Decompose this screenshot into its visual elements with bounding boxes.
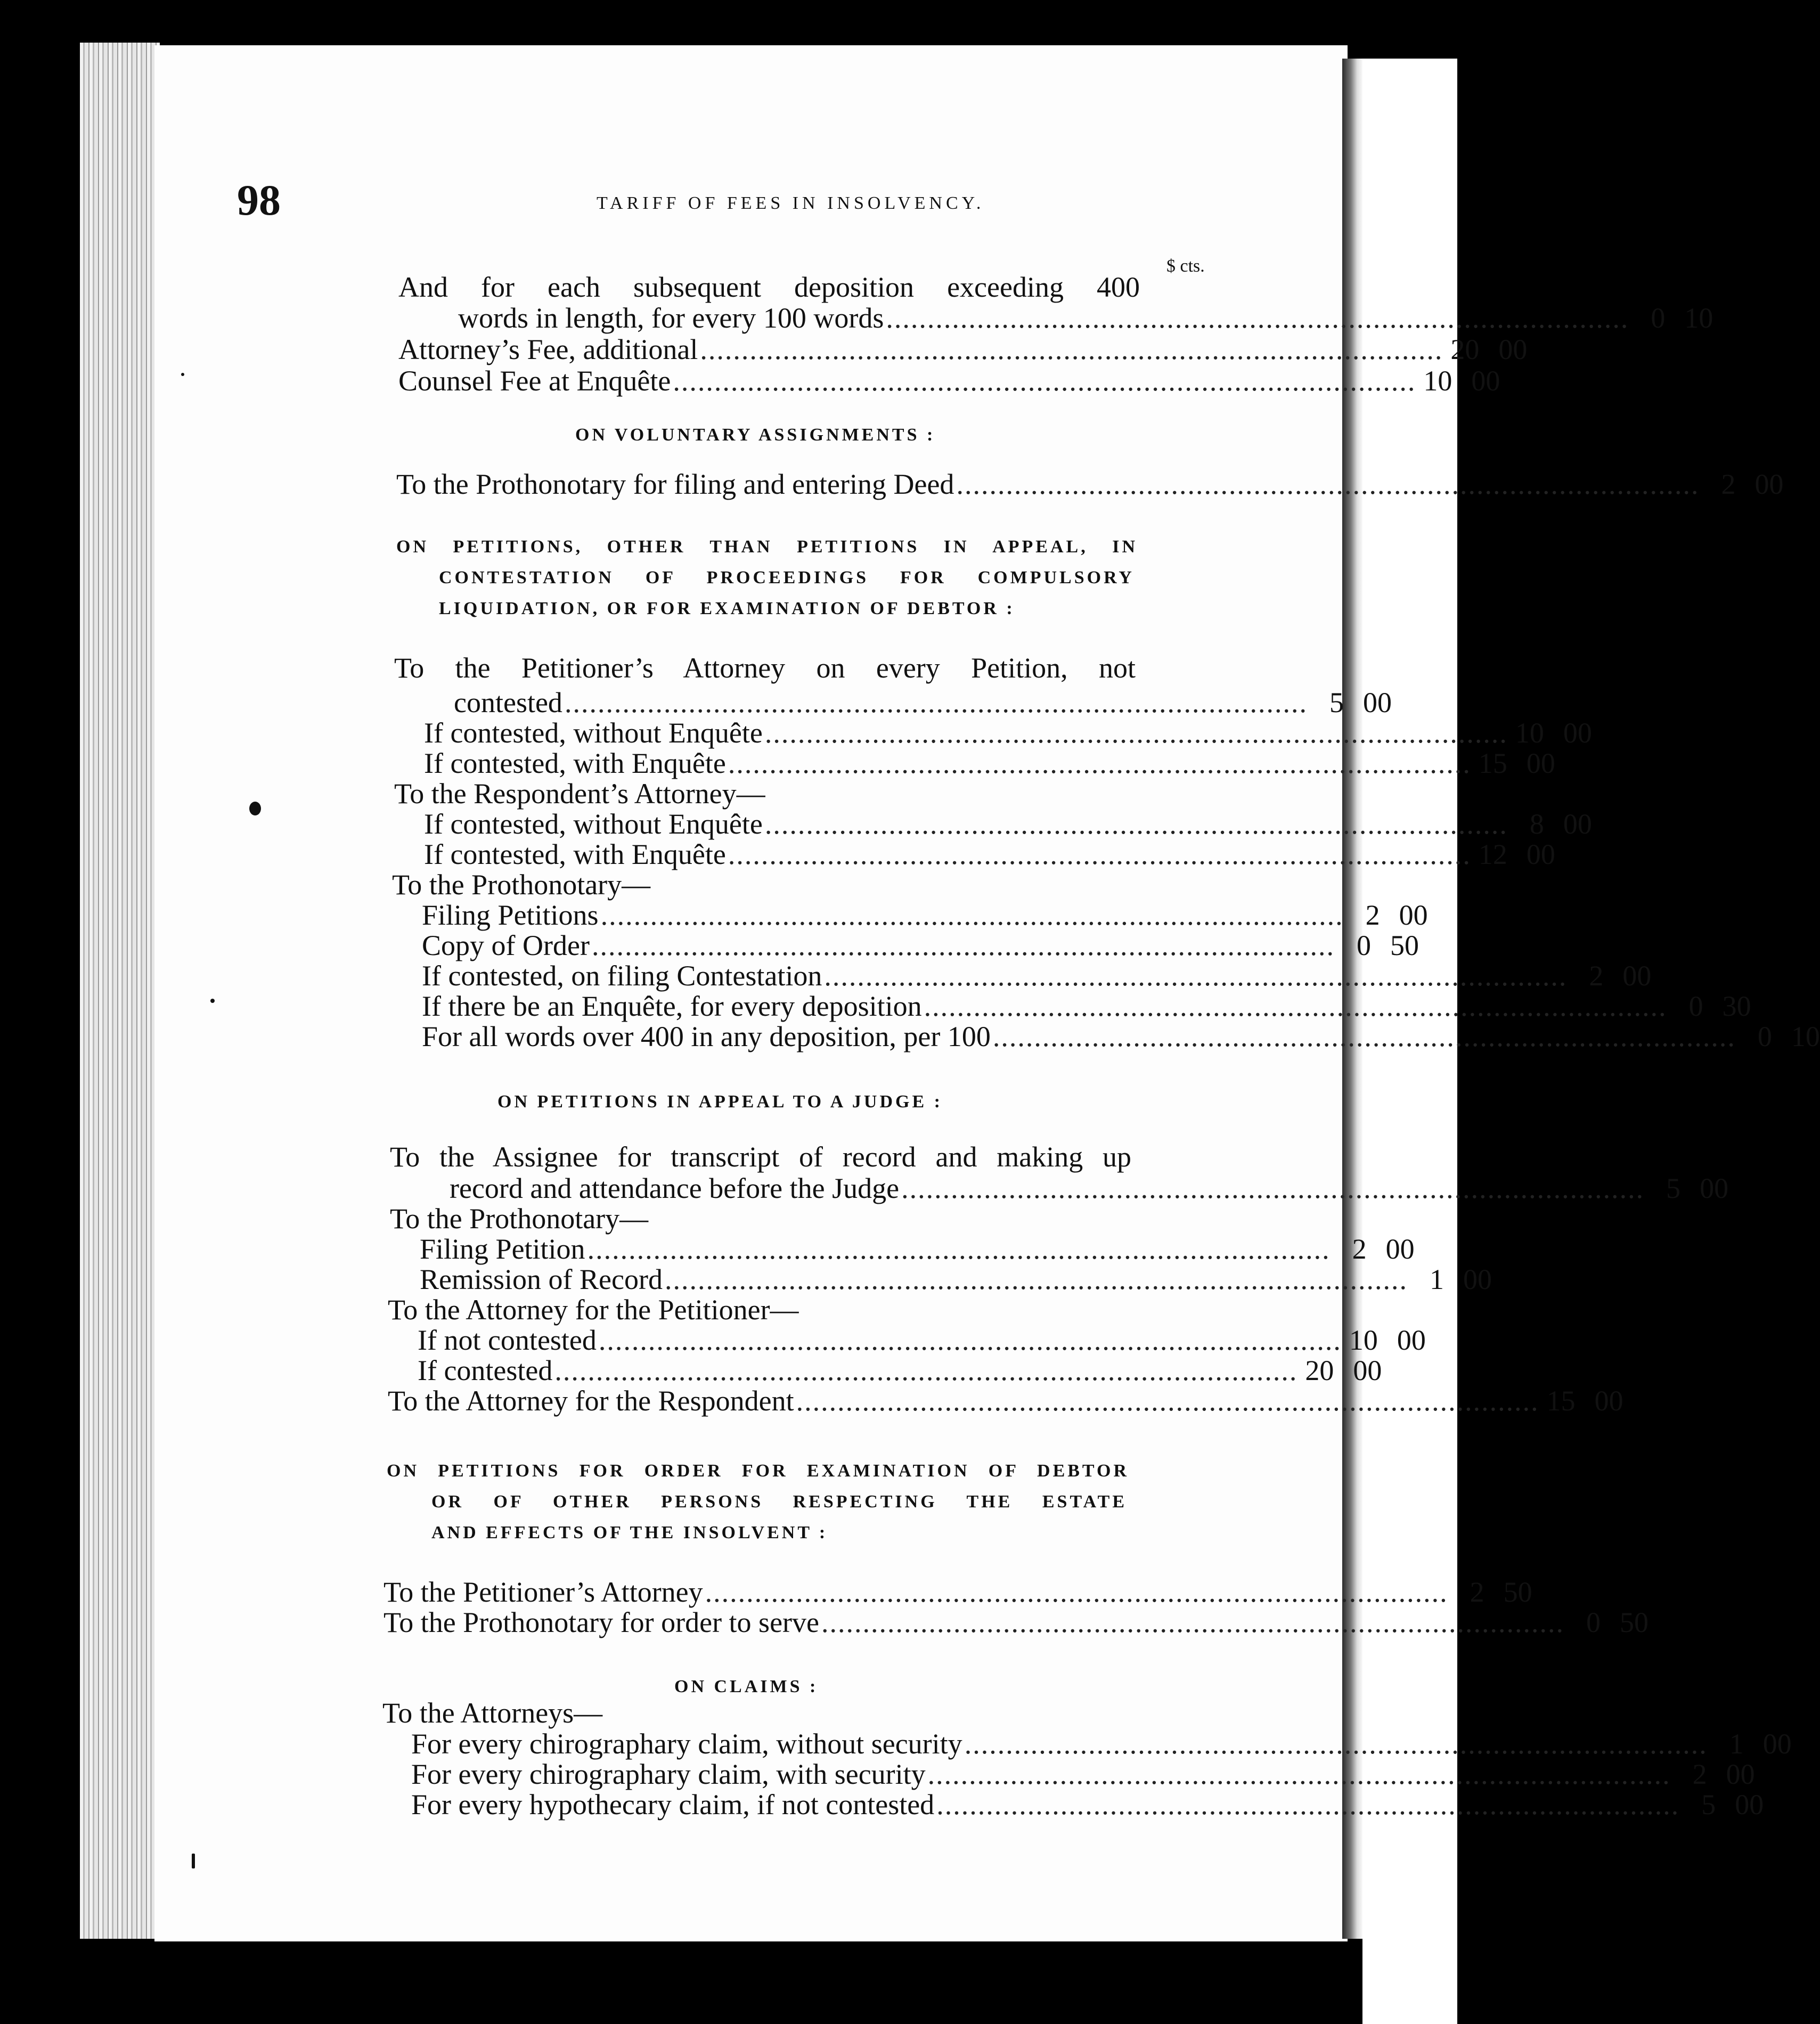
fee-line: To the Attorney for the Petitioner— — [388, 1294, 799, 1326]
scan-speck — [192, 1854, 195, 1868]
section-heading-examination: ON PETITIONS FOR ORDER FOR EXAMINATION OF DEBTOR — [387, 1461, 1129, 1481]
fee-line: To the Prothonotary— — [392, 869, 651, 901]
section-heading-petitions: ON PETITIONS, OTHER THAN PETITIONS IN APPEAL, IN — [396, 537, 1138, 557]
section-heading-examination: AND EFFECTS OF THE INSOLVENT : — [431, 1523, 828, 1543]
fee-row: words in length, for every 100 words .......................................................................................... 0 10 — [458, 302, 1713, 334]
fee-row: If contested, without Enquête .......................................................................................... 8 00 — [424, 808, 1592, 840]
fee-row: For every chirographary claim, without security .......................................................................................... 1 00 — [411, 1728, 1792, 1760]
fee-row: Remission of Record .......................................................................................... 1 00 — [420, 1263, 1492, 1295]
section-heading-appeal: ON PETITIONS IN APPEAL TO A JUDGE : — [497, 1092, 943, 1112]
fee-row: Filing Petition .......................................................................................... 2 00 — [420, 1233, 1415, 1265]
fee-row: To the Attorney for the Respondent .......................................................................................... 15 00 — [388, 1385, 1623, 1417]
page-number: 98 — [237, 176, 281, 224]
fee-row: To the Prothonotary for filing and entering Deed .......................................................................................... 2 00 — [396, 468, 1784, 500]
section-heading-claims: ON CLAIMS : — [674, 1677, 819, 1696]
fee-row: If contested, with Enquête .......................................................................................... 12 00 — [424, 838, 1555, 870]
fee-row: If contested, without Enquête .......................................................................................... 10 00 — [424, 717, 1592, 749]
running-head: TARIFF OF FEES IN INSOLVENCY. — [597, 193, 985, 213]
fee-row: If not contested .......................................................................................... 10 00 — [418, 1324, 1426, 1356]
fee-row: Filing Petitions .......................................................................................... 2 00 — [422, 899, 1428, 931]
fee-row: record and attendance before the Judge .......................................................................................... 5 00 — [450, 1172, 1729, 1204]
scan-speck — [210, 999, 215, 1003]
section-heading-petitions: CONTESTATION OF PROCEEDINGS FOR COMPULSORY — [439, 568, 1135, 587]
fee-row: If there be an Enquête, for every deposition .......................................................................................... 0 30 — [422, 990, 1751, 1022]
amount-column-heading: $ cts. — [1166, 256, 1205, 276]
fee-line: To the Respondent’s Attorney— — [394, 778, 765, 810]
fee-row: If contested .......................................................................................... 20 00 — [418, 1354, 1382, 1386]
fee-row: Counsel Fee at Enquête .......................................................................................... 10 00 — [398, 365, 1500, 397]
fee-row: contested .......................................................................................... 5 00 — [454, 687, 1392, 719]
scan-speck — [249, 802, 261, 815]
fee-line: To the Attorneys— — [382, 1697, 603, 1729]
fee-row: Copy of Order .......................................................................................... 0 50 — [422, 929, 1419, 961]
fee-line: And for each subsequent deposition exceeding 400 — [398, 271, 1140, 303]
fee-row: To the Prothonotary for order to serve .......................................................................................... 0 50 — [383, 1606, 1648, 1638]
section-heading-petitions: LIQUIDATION, OR FOR EXAMINATION OF DEBTOR : — [439, 599, 1015, 618]
fee-line: To the Prothonotary— — [390, 1203, 649, 1235]
fee-row: Attorney’s Fee, additional .......................................................................................... 20 00 — [398, 333, 1528, 365]
section-heading-examination: OR OF OTHER PERSONS RESPECTING THE ESTATE — [431, 1492, 1127, 1512]
section-heading-voluntary: ON VOLUNTARY ASSIGNMENTS : — [575, 425, 936, 445]
fee-row: For all words over 400 in any deposition, per 100 .......................................................................................... 0 10 — [422, 1021, 1820, 1052]
fee-row: For every hypothecary claim, if not contested .......................................................................................... 5 00 — [411, 1789, 1764, 1821]
scan-speck — [181, 373, 184, 376]
fee-row: If contested, with Enquête .......................................................................................... 15 00 — [424, 747, 1555, 779]
fee-line: To the Petitioner’s Attorney on every Petition, not — [394, 652, 1136, 684]
book-left-edge — [80, 43, 160, 1939]
fee-row: To the Petitioner’s Attorney .......................................................................................... 2 50 — [383, 1576, 1532, 1608]
fee-row: If contested, on filing Contestation .......................................................................................... 2 00 — [422, 960, 1652, 992]
fee-line: To the Assignee for transcript of record and making up — [390, 1141, 1131, 1173]
fee-row: For every chirographary claim, with security .......................................................................................... 2 00 — [411, 1758, 1755, 1790]
